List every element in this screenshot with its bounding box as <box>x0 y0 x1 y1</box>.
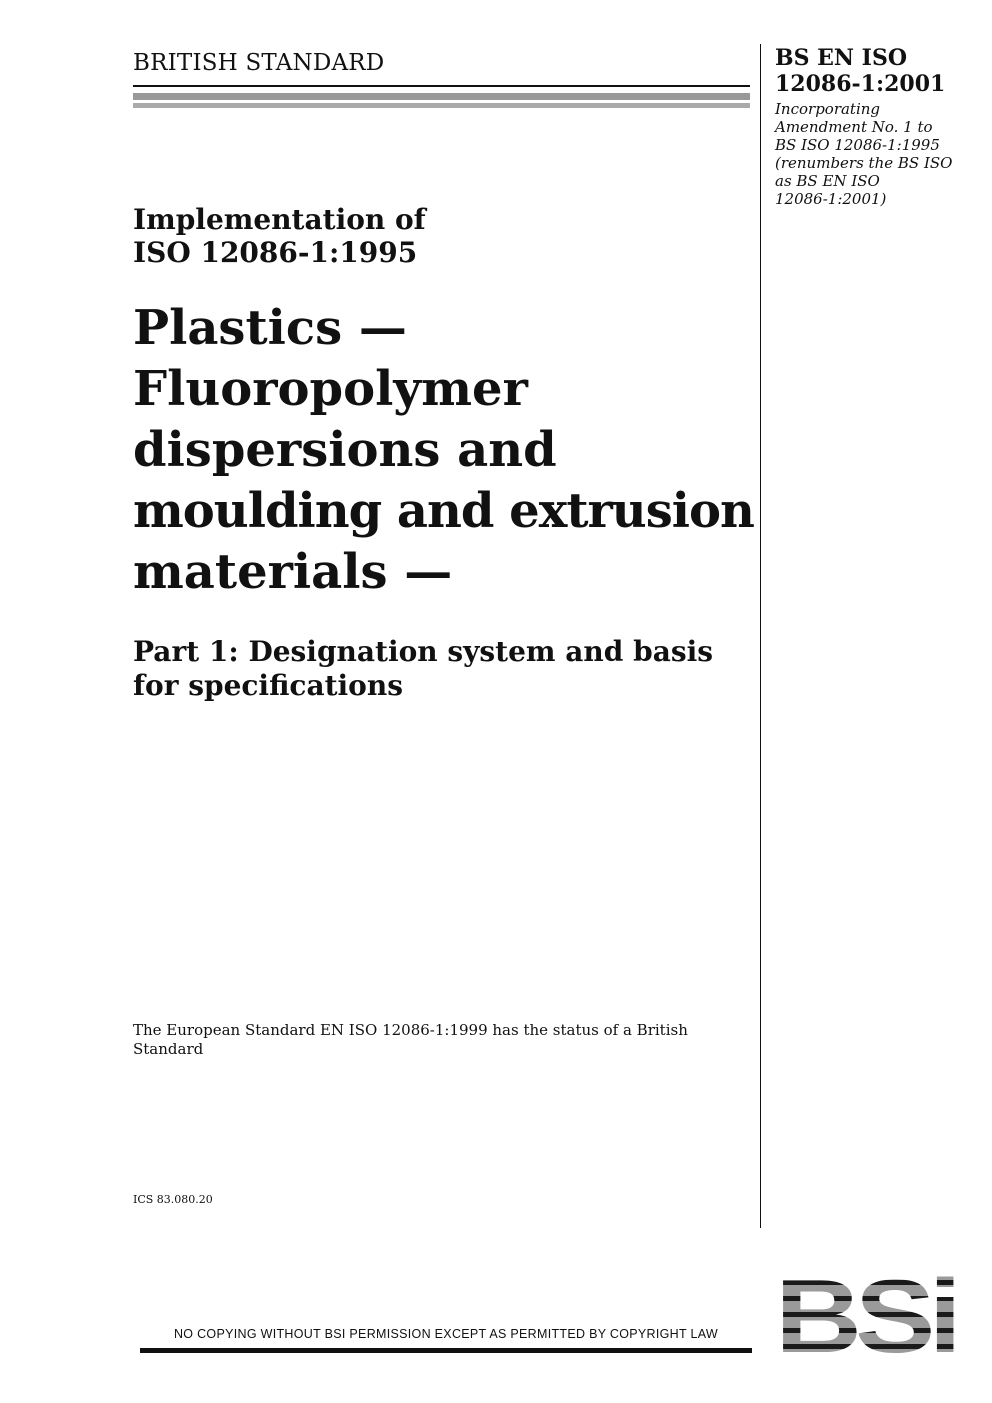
standard-number <box>775 45 975 97</box>
amendment-note-line: Incorporating <box>775 100 881 118</box>
copyright-notice: NO COPYING WITHOUT BSI PERMISSION EXCEPT AS PERMITTED BY COPYRIGHT LAW <box>173 1327 718 1341</box>
implementation-line-2: ISO 12086-1:1995 <box>133 236 418 269</box>
title-line: dispersions and <box>133 422 557 478</box>
header-rule-band-lower <box>133 103 750 108</box>
standard-number-line-1: BS EN ISO <box>775 45 908 71</box>
part-title: Part 1: Designation system and basis for specifications <box>133 635 714 702</box>
title-line: Fluoropolymer <box>133 361 528 417</box>
document-class-label: BRITISH STANDARD <box>133 50 385 76</box>
amendment-note-line: Amendment No. 1 to <box>775 118 933 136</box>
footer-rule <box>140 1348 752 1353</box>
amendment-note-line: BS ISO 12086-1:1995 <box>775 136 940 154</box>
status-statement: The European Standard EN ISO 12086-1:1999 has the status of a British Standard <box>133 1021 688 1058</box>
ics-code: ICS 83.080.20 <box>133 1193 213 1206</box>
document-title <box>133 298 753 603</box>
amendment-note-line: 12086-1:2001) <box>775 190 887 208</box>
standard-number-line-2: 12086-1:2001 <box>775 71 946 97</box>
amendment-note-line: as BS EN ISO <box>775 172 880 190</box>
title-line: Plastics — <box>133 300 407 356</box>
amendment-note <box>775 100 975 208</box>
implementation-line-1: Implementation of <box>133 203 426 236</box>
header-rule-band <box>133 93 750 100</box>
amendment-note-line: (renumbers the BS ISO <box>775 154 953 172</box>
header-rule-thin <box>133 85 750 87</box>
title-line: materials — <box>133 544 453 600</box>
bsi-logo <box>775 1274 955 1356</box>
column-divider <box>760 44 761 1228</box>
title-line: moulding and extrusion <box>133 483 754 539</box>
